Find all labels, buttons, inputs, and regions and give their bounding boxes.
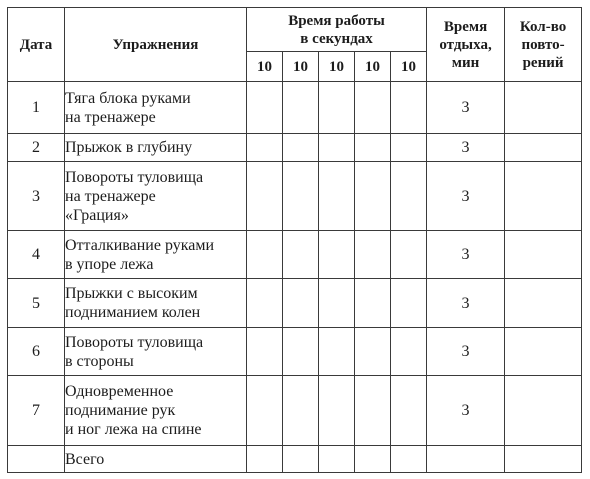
work-cell xyxy=(355,231,391,279)
row-number: 6 xyxy=(8,328,65,376)
work-cell xyxy=(247,162,283,231)
exercise-name: Прыжки с высоким подниманием колен xyxy=(65,279,247,328)
reps-cell xyxy=(505,328,582,376)
table-row xyxy=(8,376,582,446)
row-number: 7 xyxy=(8,376,65,446)
work-cell xyxy=(355,82,391,134)
work-cell xyxy=(319,231,355,279)
work-cell xyxy=(247,279,283,328)
total-work-cell xyxy=(283,446,319,473)
total-work-cell xyxy=(319,446,355,473)
table-row xyxy=(8,134,582,162)
total-work-cell xyxy=(247,446,283,473)
work-cell xyxy=(355,162,391,231)
header-interval: 10 xyxy=(319,52,355,82)
work-cell xyxy=(283,134,319,162)
header-interval: 10 xyxy=(355,52,391,82)
rest-value: 3 xyxy=(427,279,505,328)
reps-cell xyxy=(505,279,582,328)
work-cell xyxy=(319,279,355,328)
work-cell xyxy=(319,82,355,134)
rest-value: 3 xyxy=(427,134,505,162)
exercise-name: Тяга блока руками на тренажере xyxy=(65,82,247,134)
table-row xyxy=(8,231,582,279)
header-interval: 10 xyxy=(283,52,319,82)
rest-value: 3 xyxy=(427,328,505,376)
header-work-time: Время работы в секундах xyxy=(247,8,427,52)
exercise-name: Повороты туловища в стороны xyxy=(65,328,247,376)
exercise-name: Отталкивание руками в упоре лежа xyxy=(65,231,247,279)
header-interval: 10 xyxy=(391,52,427,82)
work-cell xyxy=(283,279,319,328)
reps-cell xyxy=(505,134,582,162)
table-row xyxy=(8,279,582,328)
work-cell xyxy=(391,279,427,328)
work-cell xyxy=(391,82,427,134)
rest-value: 3 xyxy=(427,82,505,134)
reps-cell xyxy=(505,376,582,446)
reps-cell xyxy=(505,231,582,279)
work-cell xyxy=(391,376,427,446)
table-row xyxy=(8,82,582,134)
header-exercise: Упражнения xyxy=(65,8,247,82)
row-number: 4 xyxy=(8,231,65,279)
row-number: 3 xyxy=(8,162,65,231)
total-work-cell xyxy=(391,446,427,473)
work-cell xyxy=(319,328,355,376)
work-cell xyxy=(283,231,319,279)
header-interval: 10 xyxy=(247,52,283,82)
exercise-name: Повороты туловища на тренажере «Грация» xyxy=(65,162,247,231)
table-row xyxy=(8,162,582,231)
rest-value: 3 xyxy=(427,231,505,279)
rest-value: 3 xyxy=(427,376,505,446)
work-cell xyxy=(391,328,427,376)
work-cell xyxy=(319,376,355,446)
work-cell xyxy=(355,279,391,328)
row-number: 1 xyxy=(8,82,65,134)
work-cell xyxy=(247,134,283,162)
work-cell xyxy=(247,231,283,279)
work-cell xyxy=(391,134,427,162)
rest-value: 3 xyxy=(427,162,505,231)
exercise-name: Одновременное поднимание рук и ног лежа на спине xyxy=(65,376,247,446)
workout-table xyxy=(7,7,582,473)
work-cell xyxy=(283,376,319,446)
header-date: Дата xyxy=(8,8,65,82)
work-cell xyxy=(283,162,319,231)
work-cell xyxy=(355,376,391,446)
total-date-cell xyxy=(8,446,65,473)
header-reps: Кол-во повто- рений xyxy=(505,8,582,82)
work-cell xyxy=(247,376,283,446)
reps-cell xyxy=(505,162,582,231)
work-cell xyxy=(247,328,283,376)
work-cell xyxy=(283,328,319,376)
table-total-row xyxy=(8,446,582,473)
total-work-cell xyxy=(355,446,391,473)
reps-cell xyxy=(505,82,582,134)
work-cell xyxy=(391,231,427,279)
header-rest: Время отдыха, мин xyxy=(427,8,505,82)
total-label: Всего xyxy=(65,446,247,473)
row-number: 2 xyxy=(8,134,65,162)
work-cell xyxy=(319,162,355,231)
total-rest-cell xyxy=(427,446,505,473)
work-cell xyxy=(247,82,283,134)
exercise-name: Прыжок в глубину xyxy=(65,134,247,162)
work-cell xyxy=(355,134,391,162)
total-reps-cell xyxy=(505,446,582,473)
work-cell xyxy=(319,134,355,162)
table-row xyxy=(8,328,582,376)
work-cell xyxy=(283,82,319,134)
row-number: 5 xyxy=(8,279,65,328)
work-cell xyxy=(391,162,427,231)
work-cell xyxy=(355,328,391,376)
